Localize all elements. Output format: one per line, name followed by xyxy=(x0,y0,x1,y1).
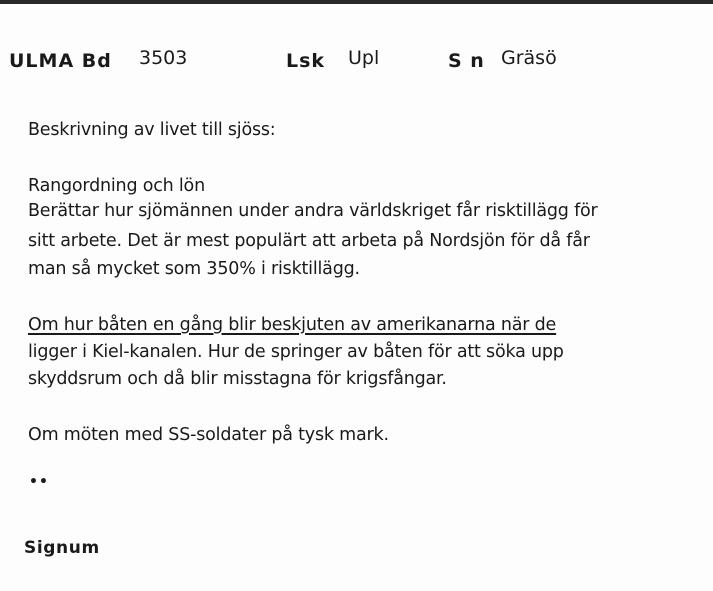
lsk-label: Lsk xyxy=(286,50,326,72)
signum-label: Signum xyxy=(24,538,100,558)
section1-line: Berättar hur sjömännen under andra världskriget får risktillägg för xyxy=(28,201,598,221)
section2-line: skyddsrum och då blir misstagna för krigsfångar. xyxy=(28,369,447,389)
section2-line: Om hur båten en gång blir beskjuten av amerikanarna när de xyxy=(28,315,557,335)
section2-line: ligger i Kiel-kanalen. Hur de springer av båten för att söka upp xyxy=(28,342,564,362)
section3-text: Om möten med SS-soldater på tysk mark. xyxy=(28,425,389,445)
sn-value: Gräsö xyxy=(501,47,557,69)
section1-line: sitt arbete. Det är mest populärt att arbeta på Nordsjön för då får xyxy=(28,231,590,251)
card-top-edge xyxy=(0,0,713,4)
intro-text: Beskrivning av livet till sjöss: xyxy=(28,120,276,140)
card-header xyxy=(9,44,699,74)
section1-title: Rangordning och lön xyxy=(28,176,205,196)
sn-label: S n xyxy=(448,50,485,72)
ulma-label: ULMA Bd xyxy=(9,50,112,72)
ulma-value: 3503 xyxy=(139,47,188,69)
asterisk-mark: •• xyxy=(29,474,49,490)
section1-line: man så mycket som 350% i risktillägg. xyxy=(28,259,360,279)
lsk-value: Upl xyxy=(348,47,380,69)
